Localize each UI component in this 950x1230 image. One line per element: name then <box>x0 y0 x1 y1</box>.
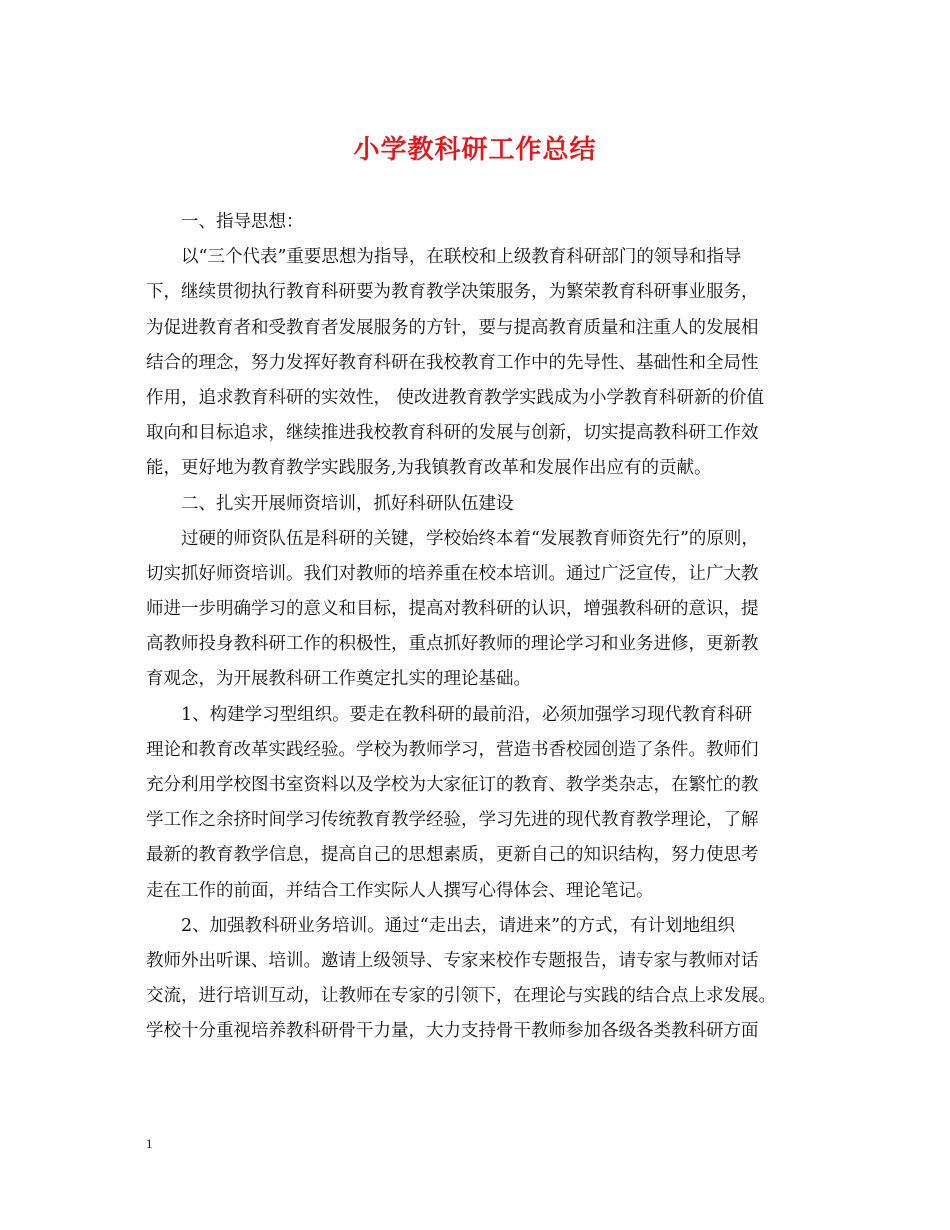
text-line: 以“三个代表”重要思想为指导，在联校和上级教育科研部门的领导和指导 <box>181 247 742 268</box>
text-line: 充分利用学校图书室资料以及学校为大家征订的教育、教学类杂志，在繁忙的教 <box>146 775 759 795</box>
document-title: 小学教科研工作总结 <box>353 135 597 165</box>
text-line: 结合的理念，努力发挥好教育科研在我校教育工作中的先导性、基础性和全局性 <box>146 352 759 373</box>
text-line: 交流，进行培训互动，让教师在专家的引领下，在理论与实践的结合点上求发展。 <box>146 986 776 1007</box>
text-line: 一、指导思想： <box>181 212 304 232</box>
text-line: 二、扎实开展师资培训，抓好科研队伍建设 <box>181 493 514 514</box>
text-line: 过硬的师资队伍是科研的关键，学校始终本着“发展教育师资先行”的原则， <box>181 528 759 549</box>
text-line: 教师外出听课、培训。邀请上级领导、专家来校作专题报告，请专家与教师对话 <box>146 950 759 971</box>
document-body <box>146 205 811 1050</box>
text-line: 取向和目标追求，继续推进我校教育科研的发展与创新，切实提高教科研工作效 <box>146 423 759 444</box>
text-line: 为促进教育者和受教育者发展服务的方针，要与提高教育质量和注重人的发展相 <box>146 317 759 338</box>
text-line: 理论和教育改革实践经验。学校为教师学习，营造书香校园创造了条件。教师们 <box>146 739 759 760</box>
text-line: 育观念，为开展教科研工作奠定扎实的理论基础。 <box>146 669 531 690</box>
text-line: 下，继续贯彻执行教育科研要为教育教学决策服务，为繁荣教育科研事业服务， <box>146 282 759 303</box>
text-line: 走在工作的前面，并结合工作实际人人撰写心得体会、理论笔记。 <box>146 880 654 901</box>
text-line: 高教师投身教科研工作的积极性，重点抓好教师的理论学习和业务进修，更新教 <box>146 634 759 655</box>
text-line: 2、加强教科研业务培训。通过“走出去，请进来”的方式，有计划地组织 <box>181 915 736 936</box>
text-line: 学校十分重视培养教科研骨干力量，大力支持骨干教师参加各级各类教科研方面 <box>146 1021 759 1042</box>
text-line: 作用，追求教育科研的实效性， 使改进教育教学实践成为小学教育科研新的价值 <box>146 387 765 408</box>
text-line: 能，更好地为教育教学实践服务,为我镇教育改革和发展作出应有的贡献。 <box>146 458 712 479</box>
text-line: 师进一步明确学习的意义和目标，提高对教科研的认识，增强教科研的意识，提 <box>146 599 759 620</box>
page-number: 1 <box>146 1136 153 1151</box>
text-line: 切实抓好师资培训。我们对教师的培养重在校本培训。通过广泛宣传，让广大教 <box>146 563 759 584</box>
text-line: 最新的教育教学信息，提高自己的思想素质，更新自己的知识结构，努力使思考 <box>146 845 759 866</box>
text-line: 1、构建学习型组织。要走在教科研的最前沿，必须加强学习现代教育科研 <box>181 704 753 725</box>
text-line: 学工作之余挤时间学习传统教育教学经验，学习先进的现代教育教学理论，了解 <box>146 810 759 831</box>
